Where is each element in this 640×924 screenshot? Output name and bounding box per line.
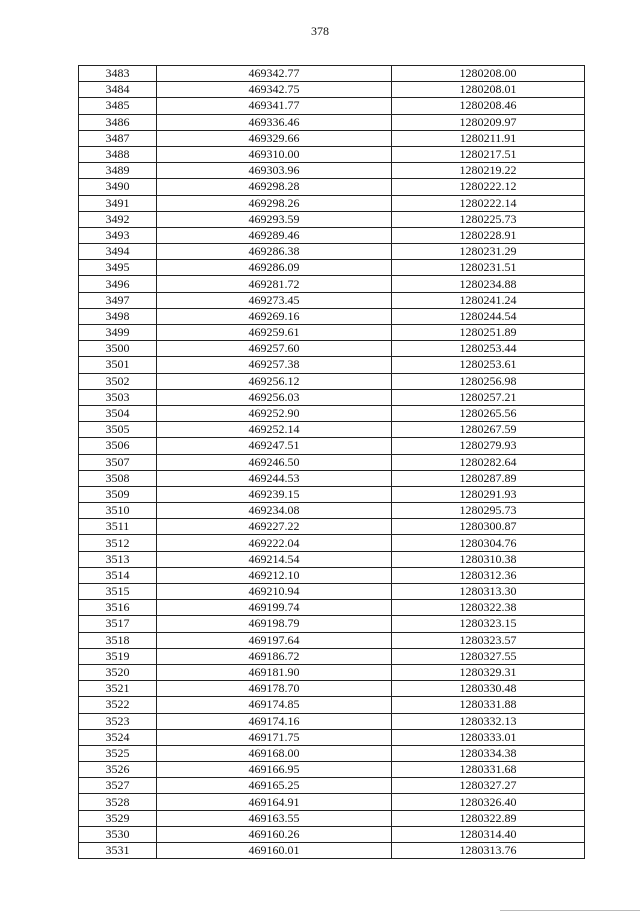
table-row: [79, 179, 585, 195]
x-coordinate-cell: 469163.55: [157, 810, 392, 826]
x-coordinate-cell: 469164.91: [157, 794, 392, 810]
x-coordinate-cell: 469286.38: [157, 244, 392, 260]
table-row: [79, 211, 585, 227]
point-number-cell: 3524: [79, 729, 157, 745]
y-coordinate-cell: 1280256.98: [392, 373, 585, 389]
point-number-cell: 3510: [79, 503, 157, 519]
table-row: [79, 713, 585, 729]
coordinates-table-container: [78, 65, 584, 859]
y-coordinate-cell: 1280265.56: [392, 405, 585, 421]
point-number-cell: 3512: [79, 535, 157, 551]
bottom-rule: [500, 910, 640, 911]
y-coordinate-cell: 1280253.61: [392, 357, 585, 373]
point-number-cell: 3494: [79, 244, 157, 260]
point-number-cell: 3518: [79, 632, 157, 648]
table-row: [79, 389, 585, 405]
x-coordinate-cell: 469174.16: [157, 713, 392, 729]
table-row: [79, 567, 585, 583]
y-coordinate-cell: 1280279.93: [392, 438, 585, 454]
table-row: [79, 664, 585, 680]
point-number-cell: 3504: [79, 405, 157, 421]
table-row: [79, 826, 585, 842]
y-coordinate-cell: 1280323.15: [392, 616, 585, 632]
table-row: [79, 535, 585, 551]
point-number-cell: 3521: [79, 681, 157, 697]
point-number-cell: 3525: [79, 745, 157, 761]
x-coordinate-cell: 469342.75: [157, 82, 392, 98]
y-coordinate-cell: 1280208.46: [392, 98, 585, 114]
point-number-cell: 3492: [79, 211, 157, 227]
coordinates-table-body: [79, 66, 585, 859]
table-row: [79, 66, 585, 82]
point-number-cell: 3523: [79, 713, 157, 729]
point-number-cell: 3485: [79, 98, 157, 114]
x-coordinate-cell: 469198.79: [157, 616, 392, 632]
table-row: [79, 373, 585, 389]
point-number-cell: 3487: [79, 130, 157, 146]
table-row: [79, 227, 585, 243]
point-number-cell: 3505: [79, 422, 157, 438]
table-row: [79, 778, 585, 794]
table-row: [79, 810, 585, 826]
y-coordinate-cell: 1280329.31: [392, 664, 585, 680]
point-number-cell: 3508: [79, 470, 157, 486]
x-coordinate-cell: 469197.64: [157, 632, 392, 648]
y-coordinate-cell: 1280327.27: [392, 778, 585, 794]
point-number-cell: 3489: [79, 163, 157, 179]
x-coordinate-cell: 469210.94: [157, 584, 392, 600]
x-coordinate-cell: 469252.14: [157, 422, 392, 438]
point-number-cell: 3509: [79, 486, 157, 502]
x-coordinate-cell: 469273.45: [157, 292, 392, 308]
table-row: [79, 357, 585, 373]
point-number-cell: 3527: [79, 778, 157, 794]
point-number-cell: 3488: [79, 146, 157, 162]
y-coordinate-cell: 1280231.51: [392, 260, 585, 276]
y-coordinate-cell: 1280312.36: [392, 567, 585, 583]
y-coordinate-cell: 1280313.30: [392, 584, 585, 600]
y-coordinate-cell: 1280222.14: [392, 195, 585, 211]
point-number-cell: 3501: [79, 357, 157, 373]
table-row: [79, 843, 585, 859]
point-number-cell: 3495: [79, 260, 157, 276]
x-coordinate-cell: 469256.12: [157, 373, 392, 389]
point-number-cell: 3530: [79, 826, 157, 842]
table-row: [79, 794, 585, 810]
table-row: [79, 584, 585, 600]
table-row: [79, 632, 585, 648]
y-coordinate-cell: 1280287.89: [392, 470, 585, 486]
table-row: [79, 503, 585, 519]
table-row: [79, 146, 585, 162]
point-number-cell: 3517: [79, 616, 157, 632]
y-coordinate-cell: 1280222.12: [392, 179, 585, 195]
table-row: [79, 130, 585, 146]
y-coordinate-cell: 1280322.89: [392, 810, 585, 826]
y-coordinate-cell: 1280208.00: [392, 66, 585, 82]
point-number-cell: 3496: [79, 276, 157, 292]
point-number-cell: 3490: [79, 179, 157, 195]
y-coordinate-cell: 1280304.76: [392, 535, 585, 551]
y-coordinate-cell: 1280219.22: [392, 163, 585, 179]
table-row: [79, 341, 585, 357]
table-row: [79, 292, 585, 308]
table-row: [79, 325, 585, 341]
point-number-cell: 3503: [79, 389, 157, 405]
x-coordinate-cell: 469298.26: [157, 195, 392, 211]
x-coordinate-cell: 469257.60: [157, 341, 392, 357]
table-row: [79, 616, 585, 632]
table-row: [79, 697, 585, 713]
table-row: [79, 195, 585, 211]
point-number-cell: 3498: [79, 308, 157, 324]
x-coordinate-cell: 469165.25: [157, 778, 392, 794]
x-coordinate-cell: 469186.72: [157, 648, 392, 664]
point-number-cell: 3500: [79, 341, 157, 357]
table-row: [79, 438, 585, 454]
x-coordinate-cell: 469244.53: [157, 470, 392, 486]
x-coordinate-cell: 469171.75: [157, 729, 392, 745]
y-coordinate-cell: 1280314.40: [392, 826, 585, 842]
x-coordinate-cell: 469281.72: [157, 276, 392, 292]
y-coordinate-cell: 1280327.55: [392, 648, 585, 664]
y-coordinate-cell: 1280331.68: [392, 762, 585, 778]
x-coordinate-cell: 469214.54: [157, 551, 392, 567]
y-coordinate-cell: 1280334.38: [392, 745, 585, 761]
x-coordinate-cell: 469257.38: [157, 357, 392, 373]
x-coordinate-cell: 469160.26: [157, 826, 392, 842]
x-coordinate-cell: 469160.01: [157, 843, 392, 859]
point-number-cell: 3514: [79, 567, 157, 583]
x-coordinate-cell: 469269.16: [157, 308, 392, 324]
table-row: [79, 648, 585, 664]
y-coordinate-cell: 1280241.24: [392, 292, 585, 308]
x-coordinate-cell: 469166.95: [157, 762, 392, 778]
table-row: [79, 163, 585, 179]
y-coordinate-cell: 1280225.73: [392, 211, 585, 227]
x-coordinate-cell: 469256.03: [157, 389, 392, 405]
point-number-cell: 3515: [79, 584, 157, 600]
y-coordinate-cell: 1280251.89: [392, 325, 585, 341]
x-coordinate-cell: 469342.77: [157, 66, 392, 82]
page-number: 378: [311, 24, 329, 38]
x-coordinate-cell: 469247.51: [157, 438, 392, 454]
x-coordinate-cell: 469298.28: [157, 179, 392, 195]
y-coordinate-cell: 1280244.54: [392, 308, 585, 324]
x-coordinate-cell: 469329.66: [157, 130, 392, 146]
x-coordinate-cell: 469178.70: [157, 681, 392, 697]
x-coordinate-cell: 469181.90: [157, 664, 392, 680]
point-number-cell: 3486: [79, 114, 157, 130]
x-coordinate-cell: 469199.74: [157, 600, 392, 616]
table-row: [79, 308, 585, 324]
x-coordinate-cell: 469222.04: [157, 535, 392, 551]
y-coordinate-cell: 1280300.87: [392, 519, 585, 535]
table-row: [79, 422, 585, 438]
table-row: [79, 470, 585, 486]
y-coordinate-cell: 1280331.88: [392, 697, 585, 713]
y-coordinate-cell: 1280211.91: [392, 130, 585, 146]
y-coordinate-cell: 1280228.91: [392, 227, 585, 243]
point-number-cell: 3502: [79, 373, 157, 389]
point-number-cell: 3493: [79, 227, 157, 243]
table-row: [79, 454, 585, 470]
table-row: [79, 98, 585, 114]
x-coordinate-cell: 469174.85: [157, 697, 392, 713]
table-row: [79, 82, 585, 98]
point-number-cell: 3519: [79, 648, 157, 664]
x-coordinate-cell: 469227.22: [157, 519, 392, 535]
table-row: [79, 745, 585, 761]
table-row: [79, 405, 585, 421]
table-row: [79, 486, 585, 502]
x-coordinate-cell: 469252.90: [157, 405, 392, 421]
y-coordinate-cell: 1280333.01: [392, 729, 585, 745]
x-coordinate-cell: 469289.46: [157, 227, 392, 243]
y-coordinate-cell: 1280295.73: [392, 503, 585, 519]
table-row: [79, 762, 585, 778]
point-number-cell: 3483: [79, 66, 157, 82]
point-number-cell: 3484: [79, 82, 157, 98]
y-coordinate-cell: 1280208.01: [392, 82, 585, 98]
y-coordinate-cell: 1280267.59: [392, 422, 585, 438]
y-coordinate-cell: 1280330.48: [392, 681, 585, 697]
y-coordinate-cell: 1280209.97: [392, 114, 585, 130]
x-coordinate-cell: 469234.08: [157, 503, 392, 519]
table-row: [79, 260, 585, 276]
point-number-cell: 3516: [79, 600, 157, 616]
table-row: [79, 600, 585, 616]
table-row: [79, 729, 585, 745]
table-row: [79, 276, 585, 292]
y-coordinate-cell: 1280322.38: [392, 600, 585, 616]
x-coordinate-cell: 469239.15: [157, 486, 392, 502]
x-coordinate-cell: 469286.09: [157, 260, 392, 276]
y-coordinate-cell: 1280253.44: [392, 341, 585, 357]
coordinates-table: [78, 65, 585, 859]
y-coordinate-cell: 1280323.57: [392, 632, 585, 648]
x-coordinate-cell: 469336.46: [157, 114, 392, 130]
x-coordinate-cell: 469259.61: [157, 325, 392, 341]
table-row: [79, 681, 585, 697]
y-coordinate-cell: 1280282.64: [392, 454, 585, 470]
point-number-cell: 3520: [79, 664, 157, 680]
point-number-cell: 3531: [79, 843, 157, 859]
table-row: [79, 244, 585, 260]
y-coordinate-cell: 1280310.38: [392, 551, 585, 567]
point-number-cell: 3526: [79, 762, 157, 778]
point-number-cell: 3513: [79, 551, 157, 567]
x-coordinate-cell: 469303.96: [157, 163, 392, 179]
y-coordinate-cell: 1280217.51: [392, 146, 585, 162]
point-number-cell: 3529: [79, 810, 157, 826]
x-coordinate-cell: 469212.10: [157, 567, 392, 583]
point-number-cell: 3506: [79, 438, 157, 454]
point-number-cell: 3511: [79, 519, 157, 535]
point-number-cell: 3497: [79, 292, 157, 308]
y-coordinate-cell: 1280234.88: [392, 276, 585, 292]
x-coordinate-cell: 469341.77: [157, 98, 392, 114]
x-coordinate-cell: 469310.00: [157, 146, 392, 162]
y-coordinate-cell: 1280332.13: [392, 713, 585, 729]
table-row: [79, 551, 585, 567]
y-coordinate-cell: 1280231.29: [392, 244, 585, 260]
y-coordinate-cell: 1280257.21: [392, 389, 585, 405]
y-coordinate-cell: 1280326.40: [392, 794, 585, 810]
point-number-cell: 3491: [79, 195, 157, 211]
y-coordinate-cell: 1280313.76: [392, 843, 585, 859]
point-number-cell: 3499: [79, 325, 157, 341]
x-coordinate-cell: 469246.50: [157, 454, 392, 470]
y-coordinate-cell: 1280291.93: [392, 486, 585, 502]
table-row: [79, 519, 585, 535]
point-number-cell: 3507: [79, 454, 157, 470]
table-row: [79, 114, 585, 130]
x-coordinate-cell: 469168.00: [157, 745, 392, 761]
point-number-cell: 3522: [79, 697, 157, 713]
point-number-cell: 3528: [79, 794, 157, 810]
x-coordinate-cell: 469293.59: [157, 211, 392, 227]
